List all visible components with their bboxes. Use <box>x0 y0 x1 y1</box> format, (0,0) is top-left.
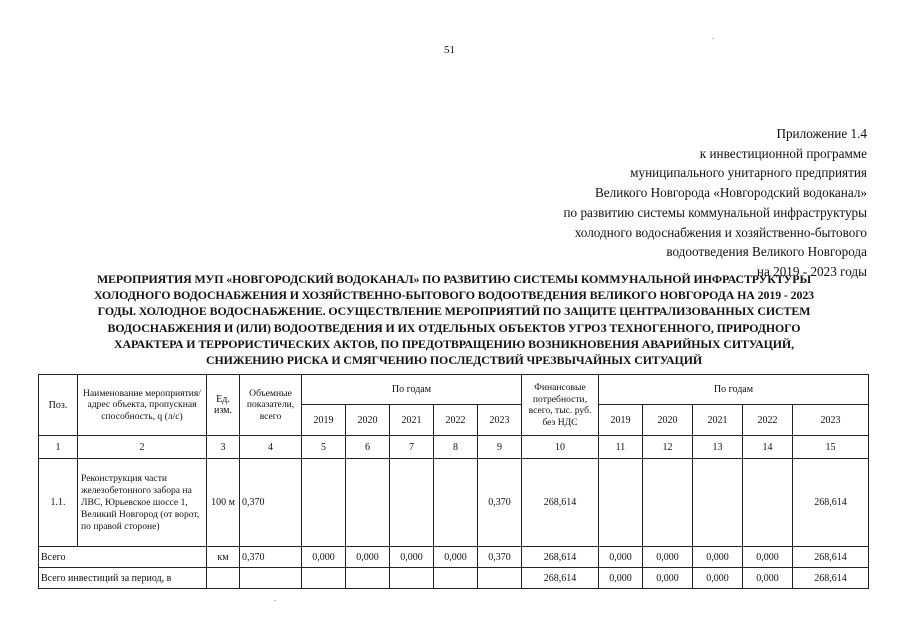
total-financial-year: 0,000 <box>693 547 743 568</box>
investments-volume-year <box>346 568 390 589</box>
column-number: 9 <box>478 436 522 459</box>
total-volume-year: 0,000 <box>434 547 478 568</box>
header-volume: Объемные показатели, всего <box>240 375 302 436</box>
header-year: 2019 <box>599 405 643 436</box>
appendix-note <box>564 124 868 282</box>
investments-unit <box>207 568 240 589</box>
item-volume-year: 0,370 <box>478 459 522 547</box>
column-number: 7 <box>390 436 434 459</box>
header-name: Наименование мероприятия/адрес объекта, пропускная способность, q (л/с) <box>78 375 207 436</box>
header-year: 2020 <box>643 405 693 436</box>
column-number-row <box>39 436 869 459</box>
total-volume: 0,370 <box>240 547 302 568</box>
appendix-line: холодного водоснабжения и хозяйственно-бытового <box>574 224 867 240</box>
header-year: 2023 <box>793 405 869 436</box>
column-number: 6 <box>346 436 390 459</box>
investments-financial-year: 0,000 <box>599 568 643 589</box>
item-financial-year <box>743 459 793 547</box>
page-number: 51 <box>444 44 455 56</box>
investments-volume-year <box>434 568 478 589</box>
total-financial-year: 0,000 <box>643 547 693 568</box>
table-row-investments <box>39 568 869 589</box>
total-financial-year: 0,000 <box>743 547 793 568</box>
item-financial-year <box>693 459 743 547</box>
total-financial-year: 0,000 <box>599 547 643 568</box>
total-volume-year: 0,000 <box>390 547 434 568</box>
title-line: ХОЛОДНОГО ВОДОСНАБЖЕНИЯ И ХОЗЯЙСТВЕННО-БЫТОВОГО ВОДООТВЕДЕНИЯ ВЕЛИКОГО НОВГОРОДА НА 2019 - 2023 <box>93 288 815 303</box>
column-number: 5 <box>302 436 346 459</box>
total-unit: км <box>207 547 240 568</box>
column-number: 11 <box>599 436 643 459</box>
appendix-line: Приложение 1.4 <box>776 126 867 141</box>
appendix-line: муниципального унитарного предприятия <box>630 165 867 181</box>
header-by-years-financial: По годам <box>599 375 869 405</box>
table-row-item <box>39 459 869 547</box>
item-financial-year: 268,614 <box>793 459 869 547</box>
investments-volume-year <box>478 568 522 589</box>
item-financial-year <box>599 459 643 547</box>
appendix-line: Великого Новгорода «Новгородский водоканал» <box>595 185 867 201</box>
total-financial: 268,614 <box>522 547 599 568</box>
total-financial-year: 268,614 <box>793 547 869 568</box>
investments-financial: 268,614 <box>522 568 599 589</box>
column-number: 10 <box>522 436 599 459</box>
appendix-line: водоотведения Великого Новгорода <box>666 244 867 260</box>
header-row <box>39 375 869 405</box>
total-volume-year: 0,000 <box>346 547 390 568</box>
investments-label: Всего инвестиций за период, в <box>39 568 207 589</box>
investments-financial-year: 0,000 <box>643 568 693 589</box>
investment-table <box>38 374 869 589</box>
header-year: 2022 <box>434 405 478 436</box>
appendix-line: на 2019 - 2023 годы <box>756 263 867 279</box>
document-title <box>40 271 868 368</box>
column-number: 2 <box>78 436 207 459</box>
column-number: 15 <box>793 436 869 459</box>
investments-volume-year <box>302 568 346 589</box>
item-financial-year <box>643 459 693 547</box>
item-pos: 1.1. <box>39 459 78 547</box>
item-volume-year <box>302 459 346 547</box>
header-by-years-volume: По годам <box>302 375 522 405</box>
appendix-line: к инвестиционной программе <box>699 145 867 161</box>
item-volume-year <box>390 459 434 547</box>
column-number: 14 <box>743 436 793 459</box>
column-number: 13 <box>693 436 743 459</box>
investments-volume <box>240 568 302 589</box>
total-volume-year: 0,370 <box>478 547 522 568</box>
header-unit: Ед. изм. <box>207 375 240 436</box>
title-line: ВОДОСНАБЖЕНИЯ И (ИЛИ) ВОДООТВЕДЕНИЯ И ИХ ОТДЕЛЬНЫХ ОБЪЕКТОВ УГРОЗ ТЕХНОГЕННОГО, ПРИРОДНОГО <box>107 320 801 335</box>
investments-financial-year: 268,614 <box>793 568 869 589</box>
column-number: 8 <box>434 436 478 459</box>
item-volume-year <box>346 459 390 547</box>
scan-speck <box>712 38 714 39</box>
investments-financial-year: 0,000 <box>693 568 743 589</box>
header-year: 2019 <box>302 405 346 436</box>
scan-speck <box>274 600 276 601</box>
header-year: 2020 <box>346 405 390 436</box>
item-name: Реконструкция части железобетонного забора на ЛВС, Юрьевское шоссе 1, Великий Новгород (от ворот, по правой стороне) <box>78 459 207 547</box>
column-number: 4 <box>240 436 302 459</box>
item-unit: 100 м <box>207 459 240 547</box>
column-number: 12 <box>643 436 693 459</box>
header-year: 2022 <box>743 405 793 436</box>
header-year: 2021 <box>390 405 434 436</box>
item-volume: 0,370 <box>240 459 302 547</box>
title-line: ХАРАКТЕРА И ТЕРРОРИСТИЧЕСКИХ АКТОВ, ПО ПРЕДОТВРАЩЕНИЮ ВОЗНИКНОВЕНИЯ АВАРИЙНЫХ СИТУАЦИЙ, <box>114 336 794 351</box>
total-label: Всего <box>39 547 207 568</box>
header-year: 2021 <box>693 405 743 436</box>
header-financial: Финансовые потребности, всего, тыс. руб. без НДС <box>522 375 599 436</box>
table-row-total <box>39 547 869 568</box>
title-line: МЕРОПРИЯТИЯ МУП «НОВГОРОДСКИЙ ВОДОКАНАЛ» ПО РАЗВИТИЮ СИСТЕМЫ КОММУНАЛЬНОЙ ИНФРАСТРУКТУРЫ <box>96 272 812 286</box>
item-volume-year <box>434 459 478 547</box>
title-line: ГОДЫ. ХОЛОДНОЕ ВОДОСНАБЖЕНИЕ. ОСУЩЕСТВЛЕНИЕ МЕРОПРИЯТИЙ ПО ЗАЩИТЕ ЦЕНТРАЛИЗОВАННЫХ СИСТЕМ <box>97 304 811 319</box>
total-volume-year: 0,000 <box>302 547 346 568</box>
header-pos: Поз. <box>39 375 78 436</box>
column-number: 1 <box>39 436 78 459</box>
appendix-line: по развитию системы коммунальной инфраструктуры <box>563 204 867 220</box>
title-line: СНИЖЕНИЮ РИСКА И СМЯГЧЕНИЮ ПОСЛЕДСТВИЙ ЧРЕЗВЫЧАЙНЫХ СИТУАЦИЙ <box>206 353 702 368</box>
investments-financial-year: 0,000 <box>743 568 793 589</box>
column-number: 3 <box>207 436 240 459</box>
investments-volume-year <box>390 568 434 589</box>
item-financial: 268,614 <box>522 459 599 547</box>
header-year: 2023 <box>478 405 522 436</box>
